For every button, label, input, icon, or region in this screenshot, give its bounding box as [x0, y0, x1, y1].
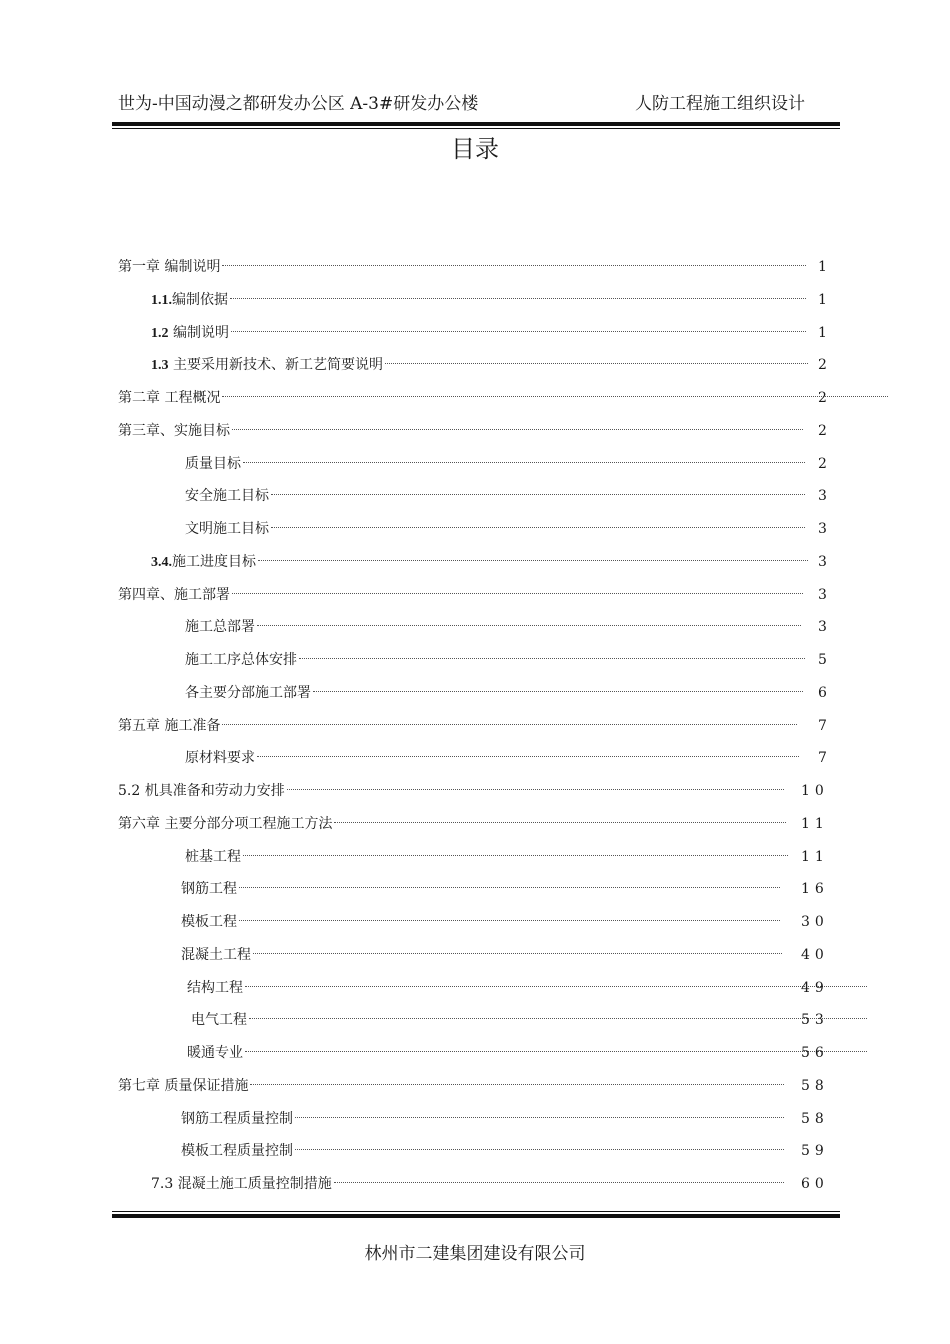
toc-entry-page-number: 49 — [801, 979, 829, 996]
toc-entry[interactable] — [118, 814, 831, 834]
toc-entry-page-number: 6 — [818, 684, 832, 701]
toc-entry-page-number: 3 — [818, 586, 832, 603]
footer-company-name: 林州市二建集团建设有限公司 — [364, 1244, 586, 1264]
toc-entry[interactable] — [118, 421, 848, 441]
toc-entry[interactable] — [185, 617, 848, 637]
toc-entry-page-number: 58 — [801, 1077, 829, 1094]
toc-entry-page-number: 58 — [801, 1110, 829, 1127]
page-title: 目录 — [451, 135, 499, 163]
toc-entry-page-number: 40 — [801, 946, 829, 963]
toc-entry-leader — [295, 1117, 784, 1118]
toc-entry-page-number: 5 — [818, 652, 832, 668]
toc-entry[interactable] — [118, 257, 848, 277]
toc-entry[interactable] — [181, 1141, 831, 1161]
toc-entry-label: 第六章 主要分部分项工程施工方法 — [118, 815, 333, 832]
toc-entry[interactable] — [118, 716, 848, 736]
toc-entry-page-number: 60 — [801, 1176, 829, 1192]
toc-entry-label: 钢筋工程 — [181, 881, 237, 898]
toc-entry[interactable] — [118, 1076, 831, 1096]
toc-entry-page-number: 11 — [801, 815, 829, 832]
toc-entry-label: 第一章 编制说明 — [118, 259, 221, 275]
toc-entry-leader — [231, 331, 806, 332]
toc-entry-label: 7.3 混凝土施工质量控制措施 — [151, 1176, 332, 1192]
toc-entry-label: 第七章 质量保证措施 — [118, 1077, 249, 1094]
toc-entry-page-number: 3 — [818, 553, 832, 570]
toc-entry-leader — [239, 887, 780, 888]
toc-entry-label: 安全施工目标 — [185, 488, 269, 505]
toc-entry[interactable] — [181, 912, 831, 932]
toc-entry-leader — [243, 462, 805, 463]
toc-entry-page-number: 3 — [818, 521, 832, 537]
toc-entry-label: 5.2 机具准备和劳动力安排 — [118, 783, 285, 799]
toc-entry-leader — [334, 822, 786, 823]
toc-entry-page-number: 10 — [801, 783, 829, 799]
toc-entry-page-number: 7 — [818, 750, 832, 767]
toc-entry-label: 混凝土工程 — [181, 946, 251, 963]
toc-entry[interactable] — [185, 650, 848, 670]
toc-entry[interactable] — [151, 323, 848, 343]
footer-rule-thin — [112, 1211, 840, 1212]
toc-entry-leader — [230, 298, 806, 299]
toc-entry-leader — [232, 593, 803, 594]
toc-entry[interactable] — [118, 585, 848, 605]
toc-entry-leader — [295, 1149, 784, 1150]
toc-entry-leader — [250, 1084, 784, 1085]
toc-entry[interactable] — [118, 388, 888, 408]
toc-entry-leader — [253, 953, 782, 954]
toc-entry-page-number: 1 — [818, 324, 832, 341]
toc-entry-leader — [243, 855, 788, 856]
toc-entry-page-number: 59 — [801, 1143, 829, 1160]
toc-entry-page-number: 1 — [818, 291, 832, 308]
toc-entry-label: 文明施工目标 — [185, 521, 269, 537]
toc-entry[interactable] — [181, 1109, 831, 1129]
toc-entry-label: 1.2 编制说明 — [151, 324, 229, 341]
header-document-type: 人防工程施工组织设计 — [635, 94, 805, 114]
footer-rule-thick — [112, 1214, 840, 1218]
toc-entry-leader — [232, 429, 803, 430]
toc-entry-leader — [245, 986, 867, 987]
toc-entry-page-number: 1 — [818, 259, 832, 275]
toc-entry-page-number: 30 — [801, 914, 829, 930]
toc-entry-label: 结构工程 — [187, 979, 243, 996]
header-rule-thick — [112, 122, 840, 126]
toc-entry-leader — [222, 265, 806, 266]
toc-entry-leader — [249, 1018, 867, 1019]
toc-entry-page-number: 16 — [801, 881, 829, 898]
toc-entry-leader — [239, 920, 780, 921]
toc-entry-label: 模板工程质量控制 — [181, 1143, 293, 1160]
toc-entry-label: 施工工序总体安排 — [185, 652, 297, 668]
toc-entry[interactable] — [185, 486, 848, 506]
toc-entry-label: 第五章 施工准备 — [118, 717, 221, 734]
toc-entry-leader — [258, 560, 808, 561]
toc-entry[interactable] — [185, 519, 848, 539]
toc-entry[interactable] — [185, 748, 848, 768]
toc-entry-page-number: 2 — [818, 422, 832, 439]
toc-entry-leader — [313, 691, 803, 692]
toc-entry-page-number: 2 — [818, 357, 832, 374]
toc-entry-label: 3.4.施工进度目标 — [151, 553, 256, 570]
toc-entry-leader — [257, 756, 799, 757]
toc-entry-leader — [245, 1051, 867, 1052]
toc-entry-label: 施工总部署 — [185, 619, 255, 636]
toc-entry[interactable] — [185, 683, 848, 703]
toc-entry-label: 第二章 工程概况 — [118, 390, 221, 406]
toc-entry[interactable] — [185, 847, 831, 867]
toc-entry-label: 钢筋工程质量控制 — [181, 1110, 293, 1127]
toc-entry-page-number: 53 — [801, 1012, 829, 1029]
toc-entry[interactable] — [181, 879, 831, 899]
toc-entry-label: 原材料要求 — [185, 750, 255, 767]
toc-entry-leader — [287, 789, 784, 790]
toc-entry-page-number: 3 — [818, 488, 832, 505]
toc-entry-leader — [222, 724, 797, 725]
toc-entry[interactable] — [151, 290, 848, 310]
toc-entry-leader — [271, 527, 805, 528]
toc-entry-label: 第四章、施工部署 — [118, 586, 230, 603]
toc-entry-label: 桩基工程 — [185, 848, 241, 865]
toc-entry-page-number: 2 — [818, 390, 832, 406]
toc-entry-page-number: 3 — [818, 619, 832, 636]
toc-entry[interactable] — [151, 552, 848, 572]
header-project-name: 世为-中国动漫之都研发办公区 A-3#研发办公楼 — [118, 94, 479, 114]
toc-entry-leader — [257, 625, 801, 626]
toc-entry-leader — [222, 396, 888, 397]
toc-entry-page-number: 2 — [818, 455, 832, 472]
toc-entry-label: 第三章、实施目标 — [118, 422, 230, 439]
toc-entry-page-number: 7 — [818, 717, 832, 734]
toc-entry-label: 1.3 主要采用新技术、新工艺简要说明 — [151, 357, 383, 374]
toc-entry[interactable] — [151, 1174, 831, 1194]
toc-entry-label: 1.1.编制依据 — [151, 291, 228, 308]
toc-entry-label: 模板工程 — [181, 914, 237, 930]
toc-entry[interactable] — [187, 978, 867, 998]
toc-entry-leader — [334, 1182, 784, 1183]
toc-entry-label: 各主要分部施工部署 — [185, 684, 311, 701]
toc-entry[interactable] — [191, 1010, 867, 1030]
toc-entry[interactable] — [187, 1043, 867, 1063]
toc-entry-page-number: 56 — [801, 1045, 829, 1061]
toc-entry-label: 电气工程 — [191, 1012, 247, 1029]
toc-entry[interactable] — [151, 355, 848, 375]
toc-entry-label: 质量目标 — [185, 455, 241, 472]
toc-entry[interactable] — [118, 781, 831, 801]
toc-entry[interactable] — [185, 454, 848, 474]
toc-entry-leader — [271, 494, 805, 495]
toc-entry[interactable] — [181, 945, 831, 965]
toc-entry-leader — [299, 658, 805, 659]
toc-entry-leader — [385, 363, 808, 364]
toc-entry-label: 暖通专业 — [187, 1045, 243, 1061]
toc-entry-page-number: 11 — [801, 848, 829, 865]
